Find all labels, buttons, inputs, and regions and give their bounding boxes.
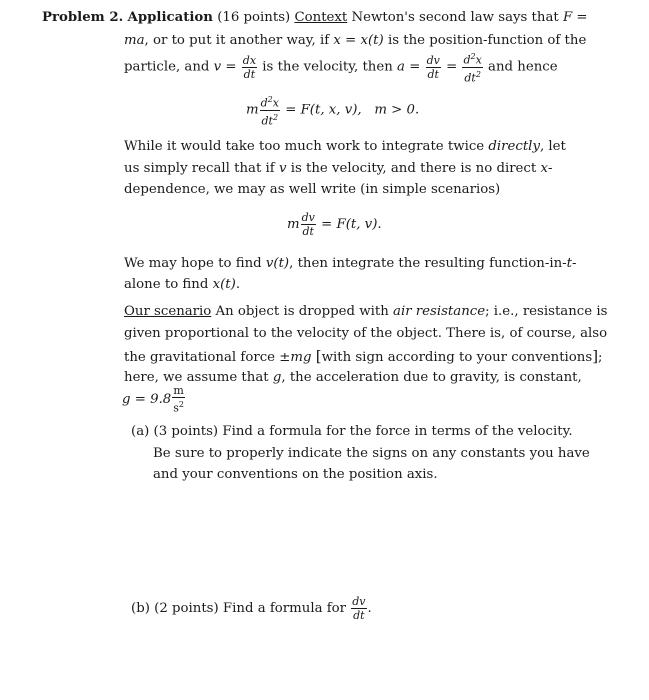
para2-text-2b: is the velocity, and there is no direct [286, 161, 541, 176]
equation1-condition: m > 0. [374, 102, 420, 118]
part-a-line-2 [153, 446, 590, 462]
scenario-line-3: the gravitational force ±mg [with sign according to your conventions]; [124, 347, 603, 365]
scenario-text-1b: ; i.e., resistance is [485, 304, 608, 319]
para3-line-1: We may hope to find v(t), then integrate the resulting function-in-t- [124, 256, 577, 271]
part-a-text-1: Find a formula for the force in terms of the velocity. [218, 424, 573, 439]
gravity-value [122, 385, 186, 414]
equation2-rhs: = F(t, v). [316, 217, 382, 232]
scenario-text-2: given proportional to the velocity of the object. There is, of course, also [124, 326, 608, 341]
gravity-text: g = 9.8 [122, 391, 172, 407]
scenario-label: Our scenario [124, 304, 212, 319]
equation1-rhs: = F(t, x, v), [280, 102, 362, 118]
equation-velocity [287, 210, 382, 240]
math-v-of-t: v(t) [265, 256, 290, 271]
math-F: F [562, 10, 573, 25]
intro-text-3a: particle, and [124, 59, 214, 75]
fraction-dx-dt: $\frac{dx}{dt}$ [242, 53, 257, 81]
math-g: g [272, 370, 282, 385]
math-a: a [397, 59, 405, 75]
part-a-text-3: and your conventions on the position axis. [153, 467, 438, 482]
part-b-line: (b) (2 points) Find a formula for $\frac{dv}{dt}$ . [131, 595, 372, 622]
intro-text-1: Newton's second law says that [347, 10, 563, 25]
problem-intro-line-3: particle, and v = $\frac{dx}{dt}$ is the velocity, then a = $\frac{dv}{dt}$ = $\frac{d^2x}{dt^2}$ and hence [124, 52, 558, 85]
part-b-label: (b) [131, 601, 150, 616]
math-v-2: v [278, 161, 287, 176]
para3-text-1b: , then integrate the resulting function-in- [289, 256, 567, 271]
intro-text-2b: is the position-function of the [383, 33, 587, 48]
scenario-text-4a: here, we assume that [124, 370, 273, 385]
scenario-line-1 [124, 304, 607, 320]
para2-emphasis: directly [488, 139, 540, 154]
section-title: Application [127, 10, 213, 25]
para2-text-1b: , let [539, 139, 566, 154]
para2-text-1a: While it would take too much work to integrate twice [124, 139, 489, 154]
fraction-d2x-dt2: $\frac{d^2x}{dt^2}$ [463, 52, 482, 85]
problem-intro-line-1: Problem 2. Application (16 points) Context Newton's second law says that F = [42, 10, 588, 25]
math-m: m [246, 102, 259, 118]
part-a-text-2: Be sure to properly indicate the signs on any constants you have [153, 446, 590, 461]
part-a-line-3 [153, 467, 438, 483]
scenario-text-3a: the gravitational force [124, 350, 280, 365]
problem-intro-line-2 [124, 33, 586, 49]
points-label: (16 points) [217, 10, 291, 25]
fraction-dv-dt: $\frac{dv}{dt}$ [426, 53, 440, 81]
math-x-of-t-2: x(t) [212, 277, 236, 292]
intro-text-3b: is the velocity, then [262, 59, 398, 75]
math-t: t [566, 256, 572, 271]
part-a-label: (a) [131, 424, 150, 439]
part-a-line-1 [131, 424, 573, 440]
math-m-2: m [287, 217, 300, 232]
para2-text-2a: us simply recall that if [124, 161, 279, 176]
scenario-line-2 [124, 326, 607, 342]
equation-newton [246, 94, 419, 126]
fraction-dv-dt-eq: $\frac{dv}{dt}$ [301, 211, 315, 238]
math-v: v [213, 59, 222, 75]
para2-line-1 [124, 139, 566, 155]
intro-text-2a: , or to put it another way, if [144, 33, 334, 48]
para2-line-2: us simply recall that if v is the velocity, and there is no direct x- [124, 161, 553, 176]
fraction-dv-dt-b: $\frac{dv}{dt}$ [352, 595, 366, 622]
fraction-d2x-dt2-eq: $\frac{d^2x}{dt^2}$ [260, 95, 279, 128]
fraction-m-s2: $\frac{m}{s^2}$ [173, 384, 185, 415]
para3-text-2a: alone to find [124, 277, 213, 292]
context-label: Context [294, 10, 348, 25]
scenario-line-4 [124, 370, 582, 386]
scenario-text-4b: , the acceleration due to gravity, is constant, [281, 370, 582, 385]
scenario-text-1a: An object is dropped with [211, 304, 394, 319]
math-ma: ma [124, 33, 145, 48]
para3-line-2 [124, 277, 240, 293]
para2-text-3: dependence, we may as well write (in simple scenarios) [124, 182, 501, 197]
part-b-text: Find a formula for [218, 601, 351, 616]
intro-text-3c: and hence [488, 59, 558, 75]
para2-line-3 [124, 182, 500, 198]
para3-text-1a: We may hope to find [124, 256, 266, 271]
scenario-text-3b: with sign according to your conventions [321, 350, 593, 365]
math-pm-mg: ±mg [279, 350, 312, 365]
math-x-of-t: x = x(t) [333, 33, 384, 48]
math-x-dash: x [540, 161, 548, 176]
problem-label: Problem 2. [42, 10, 124, 25]
part-b-points: (2 points) [154, 601, 219, 616]
para3-text-2b: . [235, 277, 241, 292]
scenario-emphasis: air resistance [393, 304, 486, 319]
part-a-points: (3 points) [153, 424, 219, 439]
